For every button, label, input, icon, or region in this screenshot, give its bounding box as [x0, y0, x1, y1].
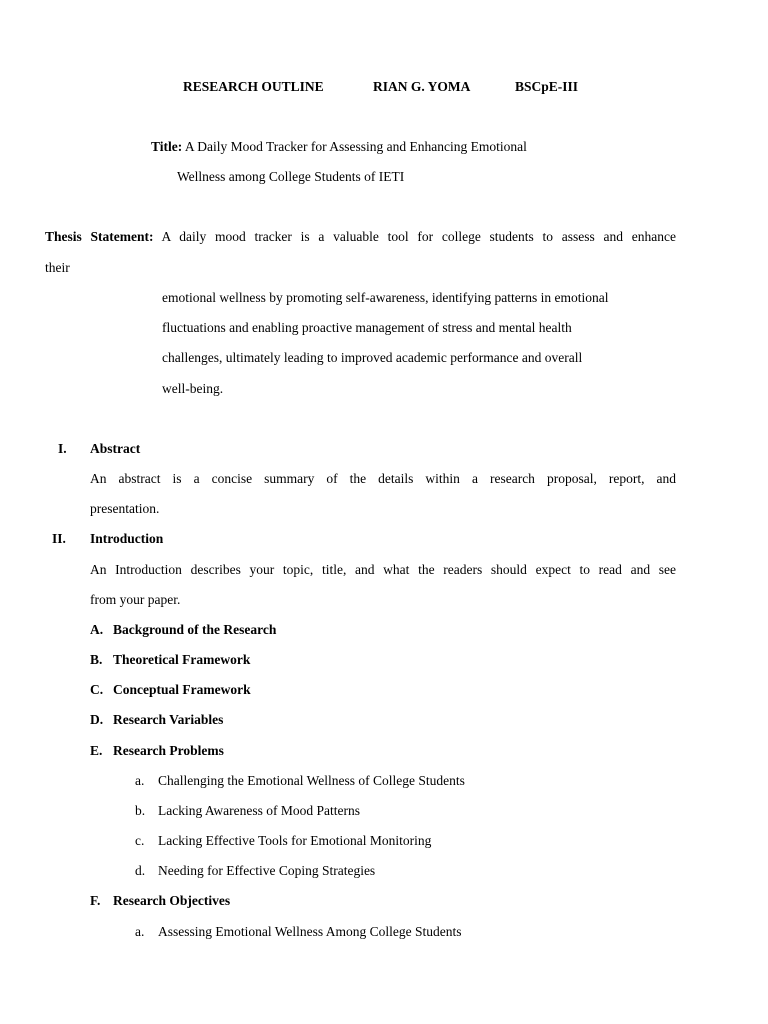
problem-b-label: Lacking Awareness of Mood Patterns — [158, 803, 360, 818]
thesis-text-4: fluctuations and enabling proactive management of stress and mental health — [162, 320, 572, 335]
subsection-e-label: Research Problems — [113, 743, 224, 758]
problem-c-letter: c. — [135, 833, 145, 848]
problem-a-label: Challenging the Emotional Wellness of College Students — [158, 773, 465, 788]
section-2-body-2: from your paper. — [90, 592, 181, 607]
problem-c-label: Lacking Effective Tools for Emotional Monitoring — [158, 833, 432, 848]
problem-b-letter: b. — [135, 803, 146, 818]
thesis-text-6: well-being. — [162, 381, 224, 396]
section-1-number: I. — [58, 441, 67, 456]
program-label: BSCpE-III — [515, 79, 579, 94]
thesis-text-5: challenges, ultimately leading to improved academic performance and overall — [162, 350, 583, 365]
subsection-d-letter: D. — [90, 712, 104, 727]
subsection-c-letter: C. — [90, 682, 104, 697]
problem-d-letter: d. — [135, 863, 146, 878]
subsection-f-label: Research Objectives — [113, 893, 231, 908]
objective-a-label: Assessing Emotional Wellness Among College Students — [158, 924, 462, 939]
doc-label: RESEARCH OUTLINE — [183, 79, 324, 94]
thesis-text-2: their — [45, 260, 70, 275]
author-name: RIAN G. YOMA — [373, 79, 471, 94]
thesis-text-3: emotional wellness by promoting self-awareness, identifying patterns in emotional — [162, 290, 609, 305]
section-1-body-1: An abstract is a concise summary of the details within a research proposal, report, and — [90, 471, 676, 486]
subsection-c-label: Conceptual Framework — [113, 682, 251, 697]
objective-a-letter: a. — [135, 924, 145, 939]
subsection-d-label: Research Variables — [113, 712, 224, 727]
subsection-b-label: Theoretical Framework — [113, 652, 251, 667]
problem-a-letter: a. — [135, 773, 145, 788]
thesis-label: Thesis Statement: — [45, 229, 154, 244]
thesis-line-1 — [45, 229, 676, 245]
subsection-e-letter: E. — [90, 743, 103, 758]
thesis-text-1: A daily mood tracker is a valuable tool for college students to assess and enhance — [161, 229, 676, 244]
title-text-2: Wellness among College Students of IETI — [177, 169, 405, 184]
section-1-heading: Abstract — [90, 441, 141, 456]
section-2-body-1: An Introduction describes your topic, title, and what the readers should expect to read and see — [90, 562, 676, 577]
title-text-1: A Daily Mood Tracker for Assessing and Enhancing Emotional — [184, 139, 527, 154]
subsection-a-label: Background of the Research — [113, 622, 277, 637]
subsection-b-letter: B. — [90, 652, 103, 667]
title-line-1 — [151, 139, 527, 155]
section-2-heading: Introduction — [90, 531, 164, 546]
subsection-a-letter: A. — [90, 622, 104, 637]
problem-d-label: Needing for Effective Coping Strategies — [158, 863, 376, 878]
title-label: Title: — [151, 139, 183, 154]
section-2-number: II. — [52, 531, 66, 546]
subsection-f-letter: F. — [90, 893, 101, 908]
section-1-body-2: presentation. — [90, 501, 160, 516]
